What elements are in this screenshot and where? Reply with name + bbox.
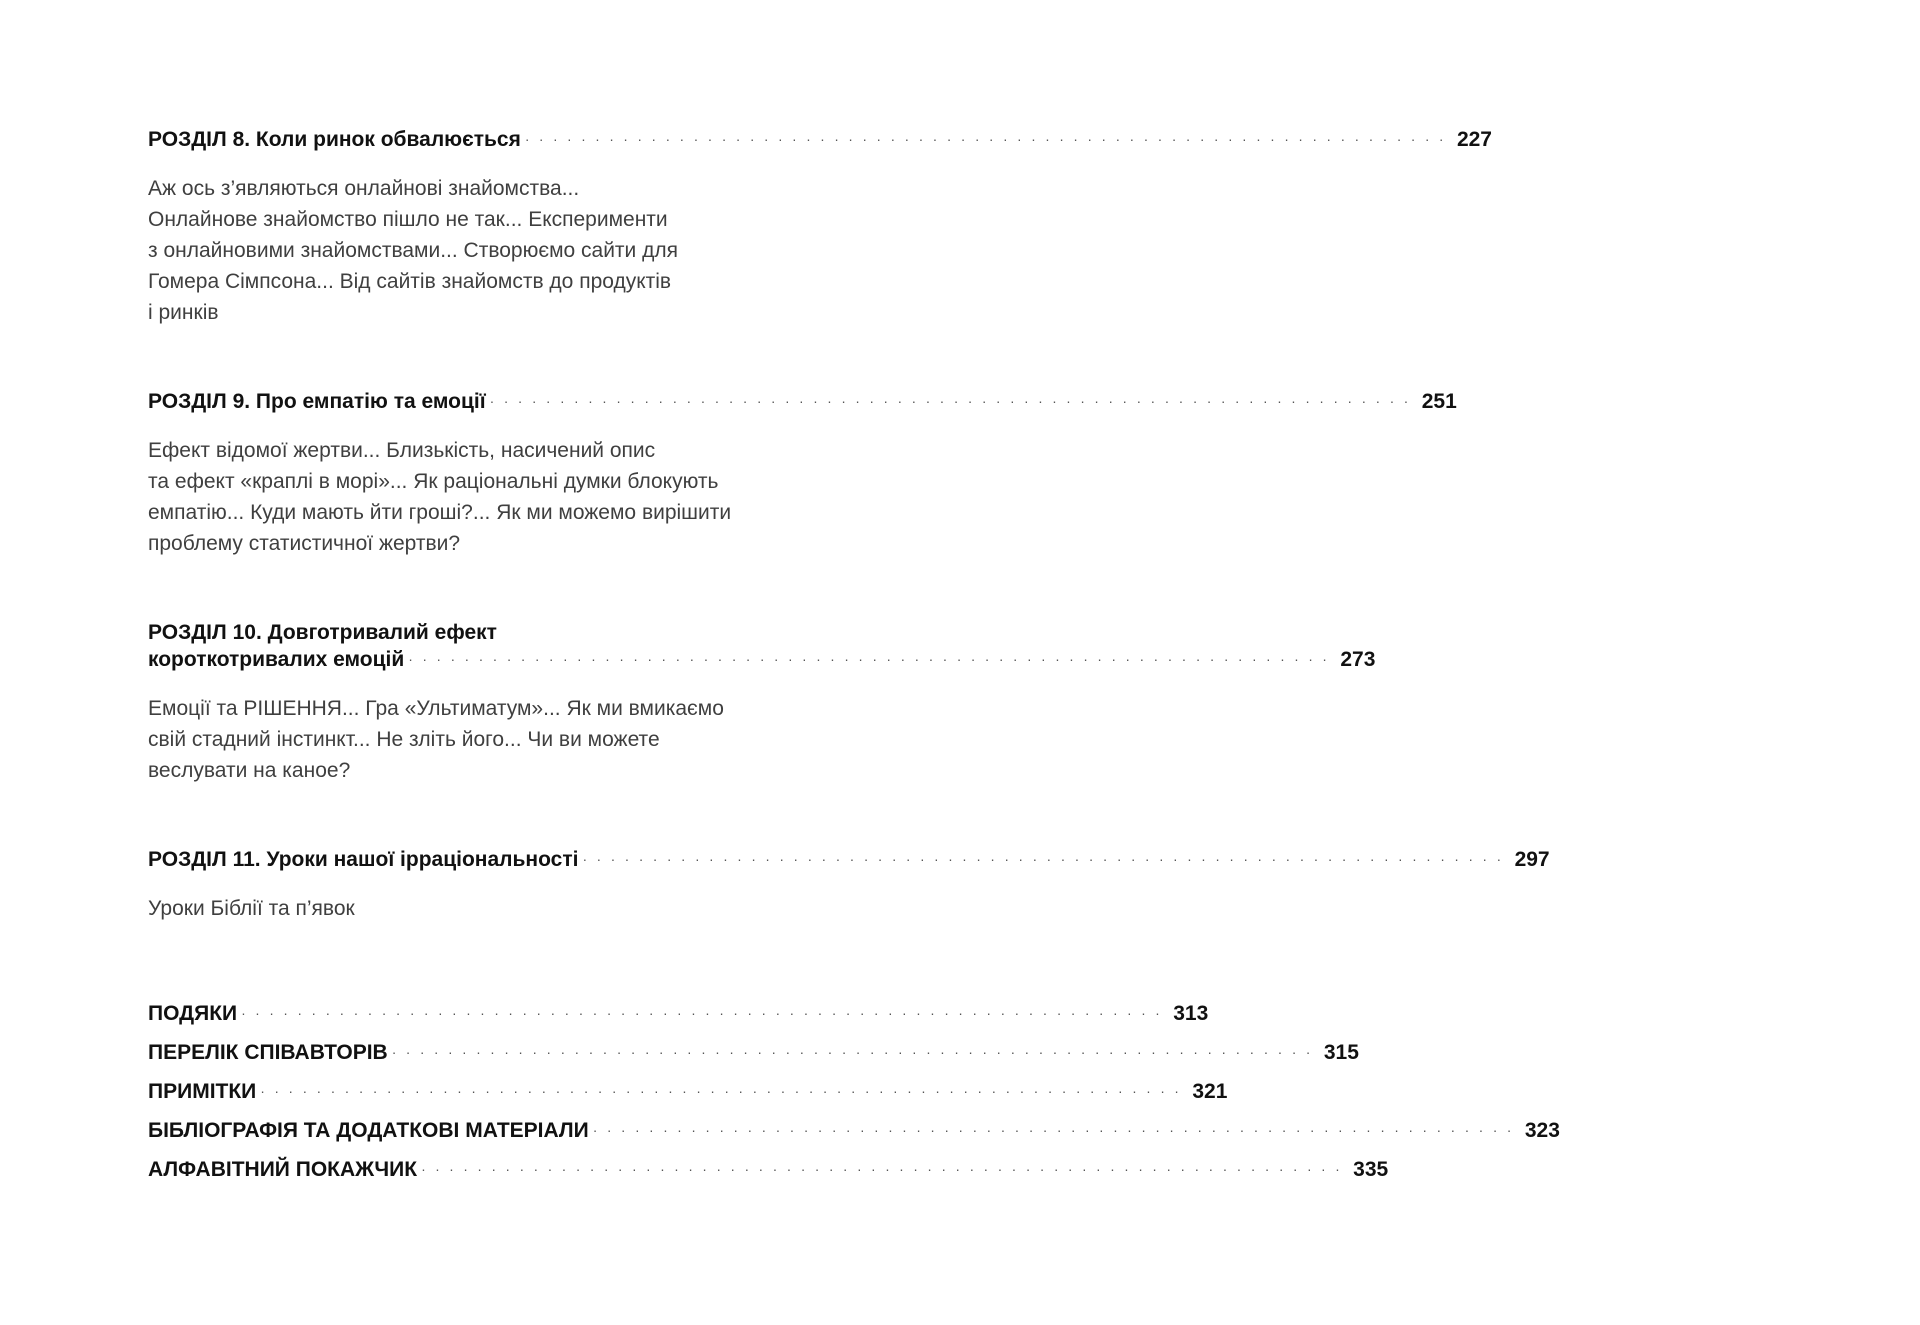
chapter-description <box>148 173 851 328</box>
chapter-heading[interactable] <box>148 846 1550 873</box>
dot-leader: ·································································· <box>408 651 1337 667</box>
description-line: і ринків <box>148 301 219 324</box>
description-line: Аж ось з’являються онлайнові знайомства... <box>148 177 580 200</box>
chapter-entry <box>148 388 1457 559</box>
description-line: Емоції та РІШЕННЯ... Гра «Ультиматум»... Як ми вмикаємо <box>148 697 724 720</box>
dot-leader: ·································································· <box>524 131 1453 147</box>
appendix-title: ПРИМІТКИ <box>148 1080 257 1103</box>
description-line: Гомера Сімпсона... Від сайтів знайомств до продуктів <box>148 270 672 293</box>
chapter-entry <box>148 846 1550 924</box>
description-line: Уроки Біблії та п’явок <box>148 897 355 920</box>
description-line: емпатію... Куди мають йти гроші?... Як ми можемо вирішити <box>148 501 732 524</box>
page-number: 297 <box>1514 848 1550 871</box>
appendix-title: АЛФАВІТНИЙ ПОКАЖЧИК <box>148 1158 418 1181</box>
appendix-entry-coauthors[interactable] <box>148 1039 1359 1066</box>
page-number: 315 <box>1323 1041 1359 1064</box>
description-line: проблему статистичної жертви? <box>148 532 461 555</box>
description-line: свій стадний інстинкт... Не зліть його... Чи ви можете <box>148 728 660 751</box>
page-number: 251 <box>1421 390 1457 413</box>
appendix-title: ПЕРЕЛІК СПІВАВТОРІВ <box>148 1041 388 1064</box>
chapter-title: РОЗДІЛ 11. Уроки нашої ірраціональності <box>148 848 579 871</box>
page-number: 321 <box>1192 1080 1228 1103</box>
appendix-title: ПОДЯКИ <box>148 1002 238 1025</box>
chapter-title: РОЗДІЛ 9. Про емпатію та емоції <box>148 390 486 413</box>
appendix-entry-bibliography[interactable] <box>148 1117 1560 1144</box>
description-line: Онлайнове знайомство пішло не так... Експерименти <box>148 208 668 231</box>
chapter-description <box>148 435 851 559</box>
chapter-title-line-2: короткотривалих емоцій <box>148 648 405 671</box>
table-of-contents <box>148 126 1560 1195</box>
dot-leader: ·································································· <box>592 1122 1521 1138</box>
chapter-heading[interactable] <box>148 646 1376 673</box>
page-number: 273 <box>1340 648 1376 671</box>
page-number: 323 <box>1524 1119 1560 1142</box>
description-line: та ефект «краплі в морі»... Як раціональні думки блокують <box>148 470 719 493</box>
dot-leader: ·································································· <box>260 1083 1189 1099</box>
chapter-entry <box>148 619 1376 786</box>
description-line: веслувати на каное? <box>148 759 351 782</box>
description-line: з онлайновими знайомствами... Створюємо сайти для <box>148 239 678 262</box>
page-number: 335 <box>1353 1158 1389 1181</box>
appendix-entry-index[interactable] <box>148 1156 1389 1183</box>
page-number: 313 <box>1173 1002 1209 1025</box>
chapter-description <box>148 893 851 924</box>
appendix-entry-notes[interactable] <box>148 1078 1228 1105</box>
dot-leader: ·································································· <box>489 393 1418 409</box>
appendix-entry-acknowledgements[interactable] <box>148 1000 1209 1027</box>
dot-leader: ·································································· <box>391 1044 1320 1060</box>
chapter-heading[interactable] <box>148 388 1457 415</box>
dot-leader: ·································································· <box>241 1005 1170 1021</box>
chapter-title: РОЗДІЛ 8. Коли ринок обвалюється <box>148 128 521 151</box>
chapter-title-line-1[interactable]: РОЗДІЛ 10. Довготривалий ефект <box>148 621 497 644</box>
appendix-list <box>148 1000 1560 1183</box>
page-number: 227 <box>1456 128 1492 151</box>
description-line: Ефект відомої жертви... Близькість, насичений опис <box>148 439 656 462</box>
dot-leader: ·································································· <box>421 1161 1350 1177</box>
dot-leader: ·································································· <box>582 851 1511 867</box>
chapter-heading[interactable] <box>148 126 1492 153</box>
appendix-title: БІБЛІОГРАФІЯ ТА ДОДАТКОВІ МАТЕРІАЛИ <box>148 1119 589 1142</box>
chapter-entry <box>148 126 1492 328</box>
chapter-description <box>148 693 851 786</box>
